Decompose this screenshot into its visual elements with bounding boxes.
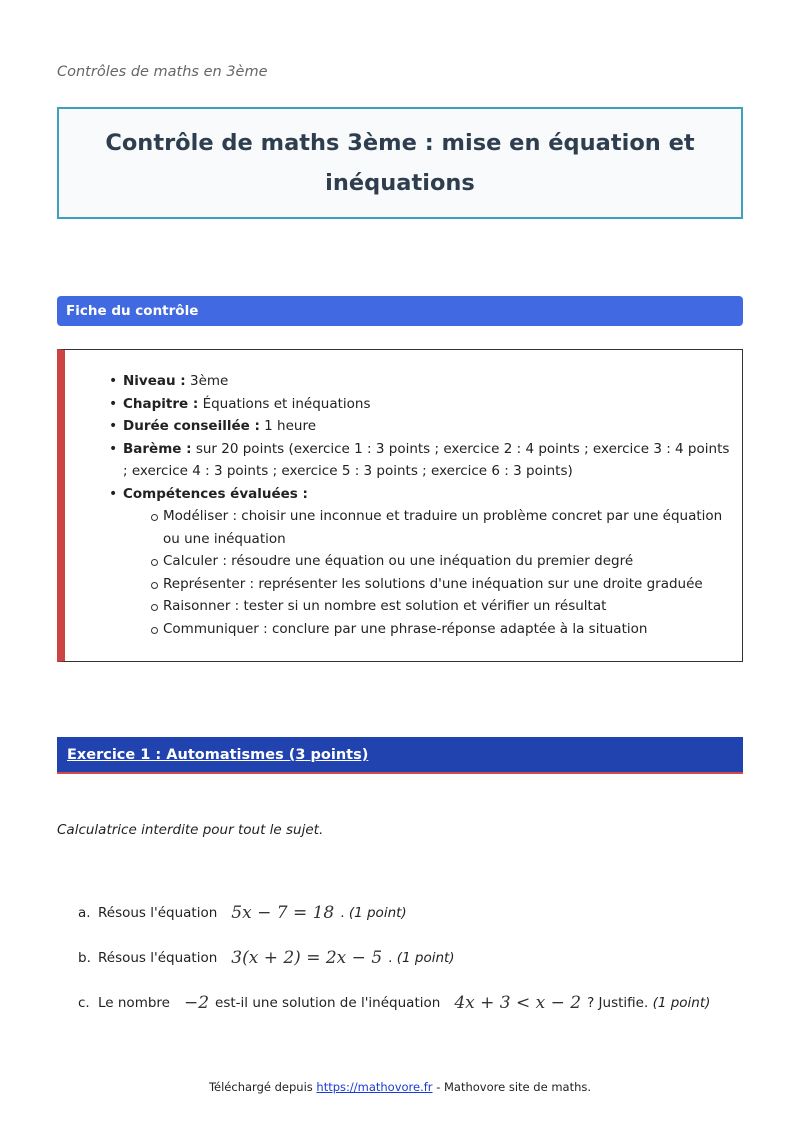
list-item: • Compétences évaluées : Modéliser : choisir une inconnue et traduire un problème concret par une équation ou une inéquation Calculer : résoudre une équation ou une inéquation du premier degré Représenter : représenter les solutions d'une inéquation sur une droite graduée Raisonner : tester si un nombre est solution et vérifier un résultat Communiquer : conclure par une phrase-réponse adaptée à la situation [123, 483, 738, 641]
competence-item: Calculer : résoudre une équation ou une inéquation du premier degré [163, 550, 738, 573]
question-b: b. Résous l'équation 3(x + 2) = 2x − 5 . (1 point) [78, 948, 455, 968]
list-item: • Niveau : 3ème [123, 370, 738, 393]
footer: Téléchargé depuis https://mathovore.fr - Mathovore site de maths. [208, 1080, 592, 1094]
competences-list [163, 505, 738, 640]
question-c: c. Le nombre −2 est-il une solution de l'inéquation 4x + 3 < x − 2 ? Justifie. (1 point) [78, 993, 711, 1013]
list-item: • Chapitre : Équations et inéquations [123, 393, 738, 416]
question-a: a. Résous l'équation 5x − 7 = 18 . (1 point) [78, 903, 407, 923]
fiche-box [57, 349, 743, 662]
page-title: Contrôle de maths 3ème : mise en équation et inéquations [105, 130, 695, 196]
fiche-heading: Fiche du contrôle [57, 296, 743, 326]
document-category: Contrôles de maths en 3ème [57, 64, 268, 80]
exercise-heading: Exercice 1 : Automatismes (3 points) [57, 737, 743, 774]
list-item: • Durée conseillée : 1 heure [123, 415, 738, 438]
fiche-list [123, 370, 738, 640]
competence-item: Raisonner : tester si un nombre est solution et vérifier un résultat [163, 595, 738, 618]
competence-item: Représenter : représenter les solutions d'une inéquation sur une droite graduée [163, 573, 738, 596]
equation: 3(x + 2) = 2x − 5 [231, 948, 383, 968]
equation: 5x − 7 = 18 [231, 903, 335, 923]
inequation: 4x + 3 < x − 2 [454, 993, 582, 1013]
exercise-intro: Calculatrice interdite pour tout le sujet. [57, 822, 324, 838]
site-link[interactable]: https://mathovore.fr [316, 1080, 433, 1094]
list-item: • Barème : sur 20 points (exercice 1 : 3 points ; exercice 2 : 4 points ; exercice 3 : 4 points ; exercice 4 : 3 points ; exercice 5 : 3 points ; exercice 6 : 3 points) [123, 438, 738, 483]
competence-item: Modéliser : choisir une inconnue et traduire un problème concret par une équation ou une inéquation [163, 505, 738, 550]
number: −2 [183, 993, 210, 1013]
competence-item: Communiquer : conclure par une phrase-réponse adaptée à la situation [163, 618, 738, 641]
title-box [57, 107, 743, 219]
